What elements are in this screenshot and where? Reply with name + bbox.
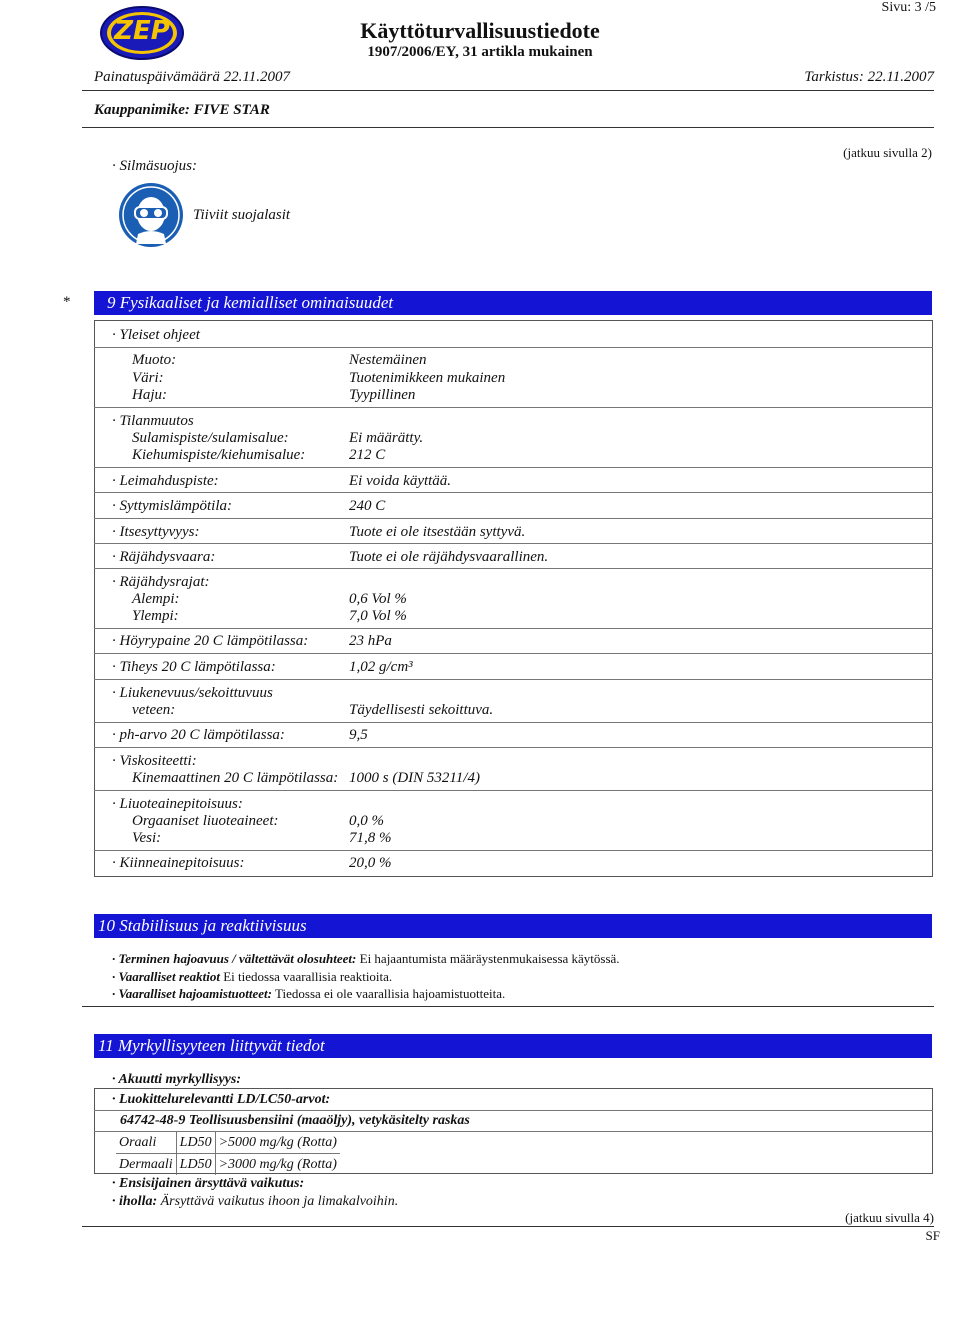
page-number: Sivu: 3 /5 bbox=[881, 0, 936, 15]
revision-date: Tarkistus: 22.11.2007 bbox=[804, 69, 934, 85]
odour-label: Haju: bbox=[132, 387, 167, 403]
divider bbox=[94, 747, 933, 748]
divider bbox=[94, 518, 933, 519]
trade-name: Kauppanimike: FIVE STAR bbox=[94, 102, 270, 118]
ignition-label: · Syttymislämpötila: bbox=[112, 498, 232, 514]
ph-value: 9,5 bbox=[349, 727, 368, 743]
table-row bbox=[116, 1154, 340, 1176]
form-label: Muoto: bbox=[132, 352, 177, 368]
divider bbox=[94, 492, 933, 493]
section-11-header: 11 Myrkyllisyyteen liittyvät tiedot bbox=[94, 1034, 932, 1058]
water-label: Vesi: bbox=[132, 830, 162, 846]
colour-label: Väri: bbox=[132, 370, 164, 386]
thermal-text: Ei hajaantumista määräystenmukaisessa käytössä. bbox=[359, 951, 620, 966]
kinematic-label: Kinemaattinen 20 C lämpötilassa: bbox=[132, 770, 339, 786]
explosion-label: · Räjähdysvaara: bbox=[112, 549, 216, 565]
continued-from: (jatkuu sivulla 2) bbox=[843, 145, 932, 160]
solvent-content-label: · Liuoteainepitoisuus: bbox=[112, 796, 243, 812]
section-10-rule bbox=[82, 1006, 934, 1007]
print-date: Painatuspäivämäärä 22.11.2007 bbox=[94, 69, 290, 85]
skin-line bbox=[112, 1194, 398, 1210]
density-label: · Tiheys 20 C lämpötilassa: bbox=[112, 659, 276, 675]
self-ignition-label: · Itsesyttyvyys: bbox=[112, 524, 200, 540]
goggles-text: Tiiviit suojalasit bbox=[193, 207, 291, 223]
divider bbox=[94, 653, 933, 654]
organic-solvents-label: Orgaaniset liuoteaineet: bbox=[132, 813, 279, 829]
divider bbox=[94, 628, 933, 629]
continued-to: (jatkuu sivulla 4) bbox=[845, 1210, 934, 1225]
flash-point-value: Ei voida käyttää. bbox=[349, 473, 452, 489]
general-divider bbox=[94, 347, 933, 348]
solubility-water-label: veteen: bbox=[132, 702, 176, 718]
route-cell: Oraali bbox=[116, 1132, 176, 1154]
toxicity-table bbox=[116, 1131, 340, 1175]
explosion-limits-label: · Räjähdysrajat: bbox=[112, 574, 210, 590]
upper-limit-label: Ylempi: bbox=[132, 608, 179, 624]
kinematic-value: 1000 s (DIN 53211/4) bbox=[349, 770, 480, 786]
general-instructions: · Yleiset ohjeet bbox=[112, 327, 200, 343]
lower-limit-label: Alempi: bbox=[132, 591, 180, 607]
type-cell: LD50 bbox=[176, 1132, 215, 1154]
solids-content-label: · Kiinneainepitoisuus: bbox=[112, 855, 245, 871]
section-9-header: 9 Fysikaaliset ja kemialliset ominaisuudet bbox=[94, 291, 932, 315]
ld-values-label: · Luokittelurelevantti LD/LC50-arvot: bbox=[112, 1092, 331, 1107]
header-rule bbox=[82, 90, 934, 91]
upper-limit-value: 7,0 Vol % bbox=[349, 608, 407, 624]
solubility-value: Täydellisesti sekoittuva. bbox=[349, 702, 494, 718]
reactions-line bbox=[112, 969, 392, 985]
document-subtitle: 1907/2006/EY, 31 artikla mukainen bbox=[367, 44, 593, 60]
skin-label: · iholla: bbox=[112, 1194, 158, 1209]
density-value: 1,02 g/cm³ bbox=[349, 659, 413, 675]
table-row bbox=[116, 1132, 340, 1154]
thermal-line bbox=[112, 951, 620, 967]
solubility-label: · Liukenevuus/sekoittuvuus bbox=[112, 685, 273, 701]
state-change-label: · Tilanmuutos bbox=[112, 413, 194, 429]
reactions-text: Ei tiedossa vaarallisia reaktioita. bbox=[223, 969, 393, 984]
acute-toxicity-label: · Akuutti myrkyllisyys: bbox=[112, 1072, 241, 1087]
eye-protection-label: · Silmäsuojus: bbox=[112, 158, 198, 174]
form-value: Nestemäinen bbox=[349, 352, 427, 368]
self-ignition-value: Tuote ei ole itsestään syttyvä. bbox=[349, 524, 526, 540]
route-cell: Dermaali bbox=[116, 1154, 176, 1176]
thermal-label: · Terminen hajoavuus / vältettävät olosuhteet: bbox=[112, 951, 357, 966]
vapour-pressure-value: 23 hPa bbox=[349, 633, 392, 649]
value-cell: >3000 mg/kg (Rotta) bbox=[215, 1154, 340, 1176]
section-9-box bbox=[94, 320, 933, 877]
divider bbox=[94, 679, 933, 680]
value-cell: >5000 mg/kg (Rotta) bbox=[215, 1132, 340, 1154]
footer-rule bbox=[82, 1226, 934, 1227]
skin-text: Ärsyttävä vaikutus ihoon ja limakalvoihin. bbox=[160, 1194, 399, 1209]
viscosity-label: · Viskositeetti: bbox=[112, 753, 197, 769]
header-rule-2 bbox=[82, 127, 934, 128]
decomposition-label: · Vaaralliset hajoamistuotteet: bbox=[112, 986, 272, 1001]
flash-point-label: · Leimahduspiste: bbox=[112, 473, 219, 489]
organic-solvents-value: 0,0 % bbox=[349, 813, 384, 829]
divider bbox=[94, 467, 933, 468]
ignition-value: 240 C bbox=[349, 498, 386, 514]
lower-limit-value: 0,6 Vol % bbox=[349, 591, 407, 607]
ph-label: · ph-arvo 20 C lämpötilassa: bbox=[112, 727, 285, 743]
decomposition-text: Tiedossa ei ole vaarallisia hajoamistuotteita. bbox=[275, 986, 506, 1001]
substance-name: 64742-48-9 Teollisuusbensiini (maaöljy), vetykäsitelty raskas bbox=[120, 1113, 470, 1128]
divider bbox=[94, 407, 933, 408]
vapour-pressure-label: · Höyrypaine 20 C lämpötilassa: bbox=[112, 633, 309, 649]
language-code: SF bbox=[925, 1228, 940, 1243]
water-value: 71,8 % bbox=[349, 830, 392, 846]
divider bbox=[94, 790, 933, 791]
explosion-value: Tuote ei ole räjähdysvaarallinen. bbox=[349, 549, 549, 565]
divider bbox=[94, 543, 933, 544]
changed-marker: * bbox=[63, 294, 71, 310]
divider bbox=[94, 1110, 933, 1111]
boiling-value: 212 C bbox=[349, 447, 386, 463]
odour-value: Tyypillinen bbox=[349, 387, 416, 403]
boiling-label: Kiehumispiste/kiehumisalue: bbox=[132, 447, 306, 463]
goggles-icon bbox=[118, 182, 184, 248]
type-cell: LD50 bbox=[176, 1154, 215, 1176]
primary-irritation-label: · Ensisijainen ärsyttävä vaikutus: bbox=[112, 1176, 305, 1191]
section-10-header: 10 Stabiilisuus ja reaktiivisuus bbox=[94, 914, 932, 938]
reactions-label: · Vaaralliset reaktiot bbox=[112, 969, 220, 984]
melting-label: Sulamispiste/sulamisalue: bbox=[132, 430, 289, 446]
colour-value: Tuotenimikkeen mukainen bbox=[349, 370, 506, 386]
divider bbox=[94, 722, 933, 723]
decomposition-line bbox=[112, 986, 505, 1002]
solids-content-value: 20,0 % bbox=[349, 855, 392, 871]
document-title: Käyttöturvallisuustiedote bbox=[360, 18, 600, 43]
logo-text: ZEP bbox=[114, 16, 170, 46]
divider bbox=[94, 568, 933, 569]
divider bbox=[94, 850, 933, 851]
melting-value: Ei määrätty. bbox=[349, 430, 424, 446]
